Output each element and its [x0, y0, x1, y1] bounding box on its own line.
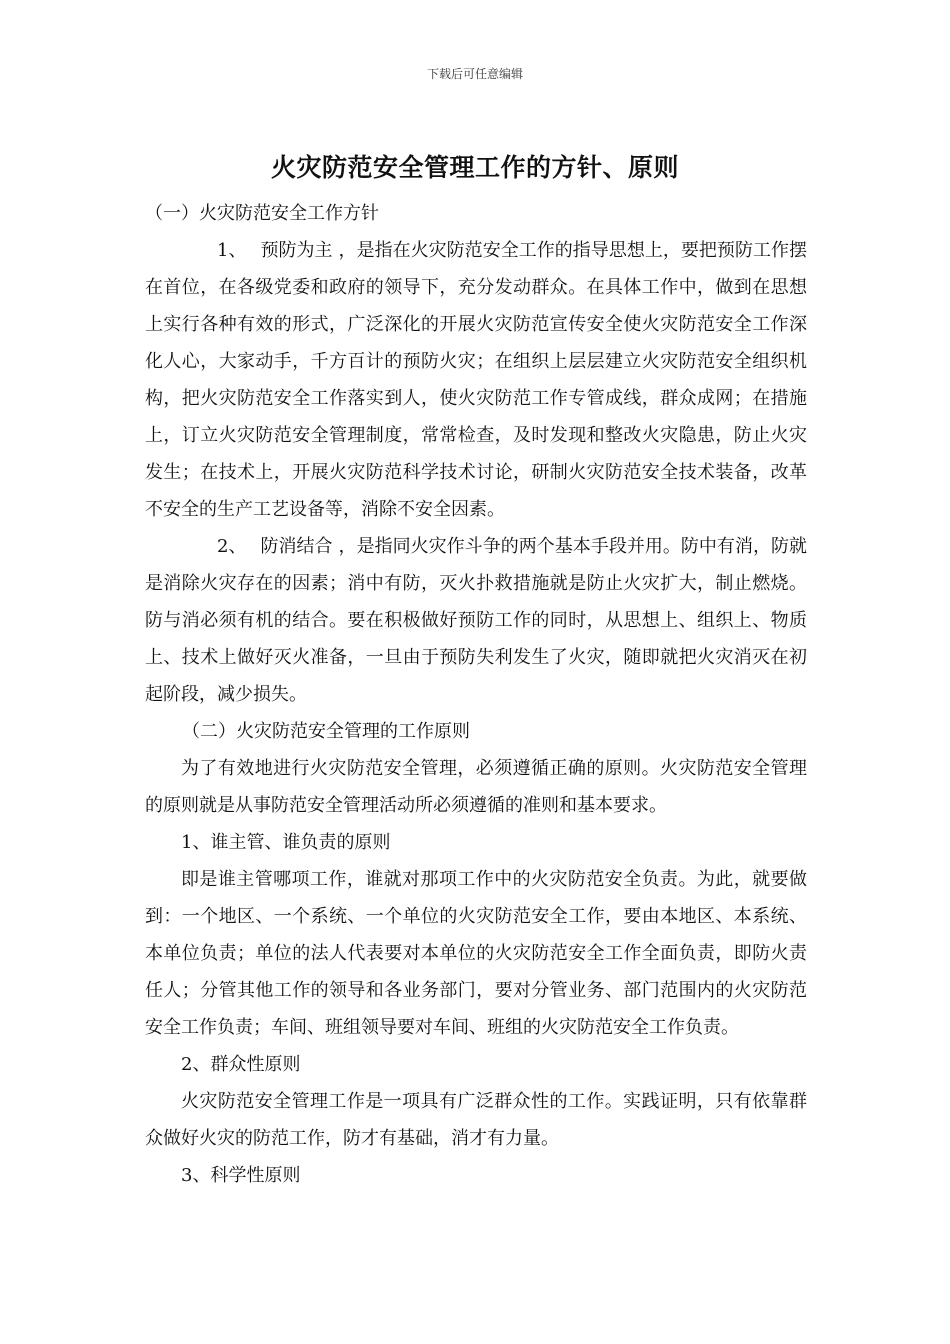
- principle1-text: 即是谁主管哪项工作，谁就对那项工作中的火灾防范安全负责。为此，就要做到：一个地区、一个系统、一个单位的火灾防范安全工作，要由本地区、本系统、本单位负责；单位的法人代表要对本单位的火灾防范安全工作全面负责，即防火责任人；分管其他工作的领导和各业务部门，要对分管业务、部门范围内的火灾防范安全工作负责；车间、班组领导要对车间、班组的火灾防范安全工作负责。: [145, 869, 807, 1038]
- section1-item2: [145, 528, 807, 713]
- section2-intro: 为了有效地进行火灾防范安全管理，必须遵循正确的原则。火灾防范安全管理的原则就是从事防范安全管理活动所必须遵循的准则和基本要求。: [145, 758, 807, 816]
- item1-keyword: 预防为主: [260, 240, 333, 261]
- item2-keyword: 防消结合: [260, 536, 333, 557]
- document-title: 火灾防范安全管理工作的方针、原则: [270, 153, 679, 182]
- section1-item1: [145, 232, 807, 528]
- principle2-text: 火灾防范安全管理工作是一项具有广泛群众性的工作。实践证明，只有依靠群众做好火灾的防范工作，防才有基础，消才有力量。: [145, 1091, 807, 1149]
- item2-text: ，是指同火灾作斗争的两个基本手段并用。防中有消，防就是消除火灾存在的因素；消中有防，灭火扑救措施就是防止火灾扩大，制止燃烧。防与消必须有机的结合。要在积极做好预防工作的同时，从思想上、组织上、物质上、技术上做好灭火准备，一旦由于预防失利发生了火灾，随即就把火灾消灭在初起阶段，减少损失。: [145, 536, 807, 705]
- header-note: 下载后可任意编辑: [426, 67, 523, 81]
- section1-heading: （一）火灾防范安全工作方针: [145, 203, 379, 224]
- section2-heading: （二）火灾防范安全管理的工作原则: [182, 721, 470, 742]
- principle1-heading: 1、谁主管、谁负责的原则: [181, 832, 391, 853]
- principle2-heading: 2、群众性原则: [181, 1054, 301, 1075]
- item2-number: 2、: [217, 536, 247, 557]
- item1-number: 1、: [217, 240, 247, 261]
- document-body: [145, 195, 807, 1194]
- item1-text: ，是指在火灾防范安全工作的指导思想上，要把预防工作摆在首位，在各级党委和政府的领导下，充分发动群众。在具体工作中，做到在思想上实行各种有效的形式，广泛深化的开展火灾防范宣传安全使火灾防范安全工作深化人心，大家动手，千方百计的预防火灾；在组织上层层建立火灾防范安全组织机构，把火灾防范安全工作落实到人，使火灾防范工作专管成线，群众成网；在措施上，订立火灾防范安全管理制度，常常检查，及时发现和整改火灾隐患，防止火灾发生；在技术上，开展火灾防范科学技术讨论，研制火灾防范安全技术装备，改革不安全的生产工艺设备等，消除不安全因素。: [145, 240, 807, 520]
- principle3-heading: 3、科学性原则: [181, 1165, 301, 1186]
